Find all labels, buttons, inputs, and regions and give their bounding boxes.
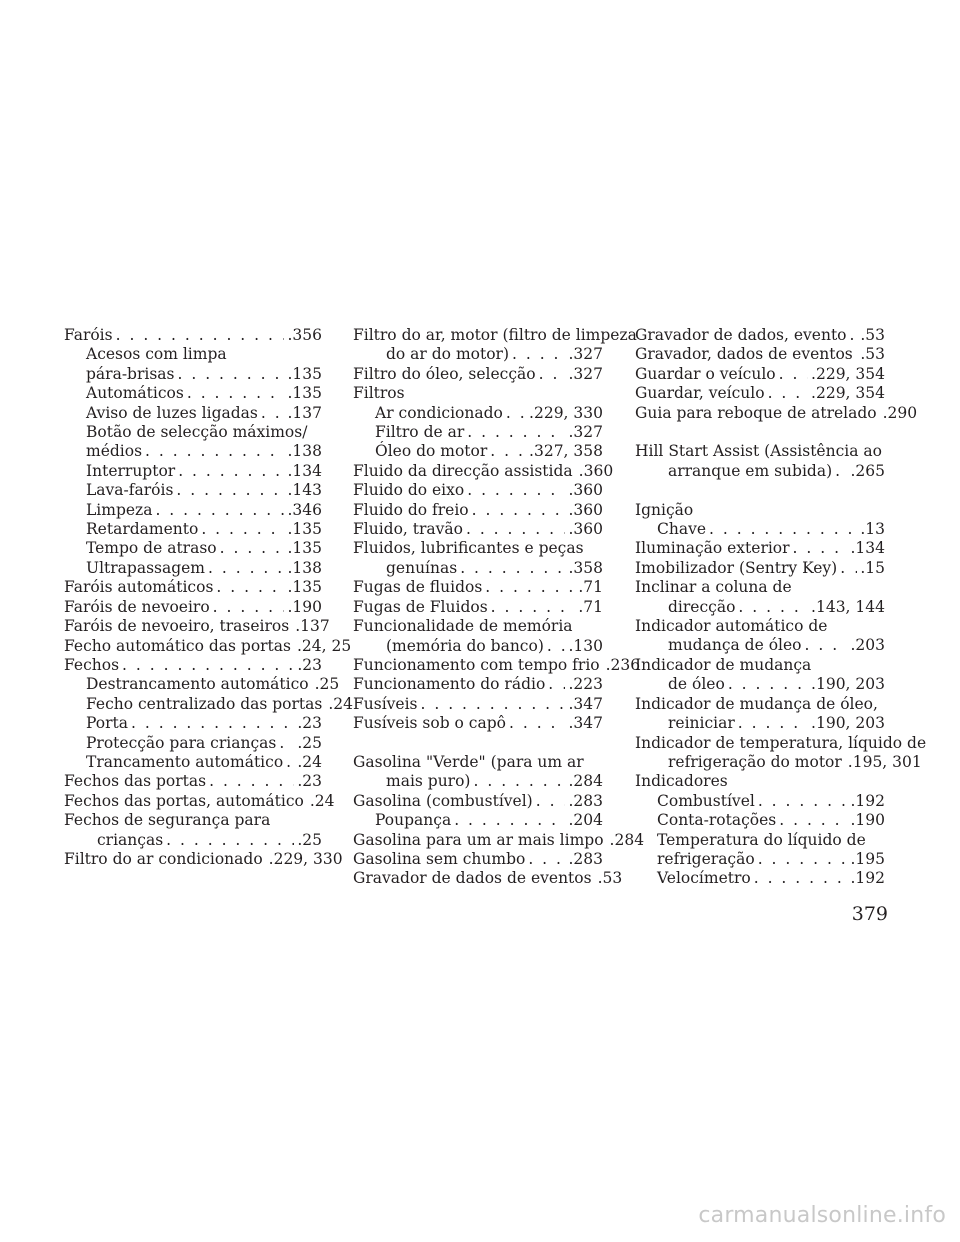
index-heading bbox=[635, 831, 885, 850]
index-entry-pages: .143, 144 bbox=[811, 597, 885, 616]
index-entry-label: Aviso de luzes ligadas bbox=[86, 403, 258, 422]
index-entry bbox=[635, 345, 885, 364]
index-heading bbox=[635, 617, 885, 636]
index-entry bbox=[64, 849, 343, 869]
index-entry bbox=[64, 772, 322, 791]
index-entry bbox=[635, 598, 885, 617]
index-entry-pages: .135 bbox=[287, 539, 322, 558]
index-entry-pages: .25 bbox=[314, 675, 340, 694]
index-entry-label: Tempo de atraso bbox=[86, 539, 217, 558]
index-entry-label: Fecho automático das portas bbox=[64, 636, 291, 655]
index-entry bbox=[64, 520, 322, 539]
index-entry bbox=[353, 675, 603, 694]
index-entry bbox=[635, 869, 885, 888]
index-entry-label: Faróis de nevoeiro bbox=[64, 597, 210, 616]
page-number: 379 bbox=[851, 903, 888, 925]
index-entry-pages: .53 bbox=[860, 345, 885, 364]
index-entry bbox=[353, 792, 603, 811]
dot-leader bbox=[178, 365, 285, 384]
index-entry-label: Gravador de dados de eventos bbox=[353, 869, 592, 888]
index-heading bbox=[635, 733, 927, 753]
index-entry bbox=[353, 559, 603, 578]
index-entry-pages: .360 bbox=[568, 500, 603, 519]
index-entry bbox=[64, 481, 322, 500]
index-entry bbox=[353, 598, 603, 617]
index-entry-label: Imobilizador (Sentry Key) bbox=[635, 558, 838, 577]
index-heading bbox=[64, 345, 322, 364]
index-entry bbox=[635, 539, 885, 558]
index-entry bbox=[353, 869, 623, 888]
index-heading-label: Indicadores bbox=[635, 772, 728, 791]
index-heading bbox=[353, 539, 603, 558]
index-entry bbox=[64, 617, 330, 636]
index-entry bbox=[353, 637, 603, 656]
index-heading-label: Funcionalidade de memória bbox=[353, 617, 573, 636]
dot-leader bbox=[216, 578, 284, 597]
index-entry-label: reiniciar bbox=[668, 714, 735, 733]
index-entry bbox=[353, 404, 603, 423]
index-heading-label: Hill Start Assist (Assistência ao bbox=[635, 442, 882, 461]
index-entry bbox=[635, 326, 885, 345]
dot-leader bbox=[536, 792, 566, 811]
index-heading-label: Ignição bbox=[635, 500, 694, 519]
index-entry-label: Chave bbox=[657, 520, 707, 539]
dot-leader bbox=[738, 714, 808, 733]
dot-leader bbox=[850, 326, 858, 345]
index-entry-label: mais puro) bbox=[386, 772, 471, 791]
index-heading-label: Botão de selecção máximos/ bbox=[86, 423, 308, 442]
index-entry-label: mudança de óleo bbox=[668, 636, 802, 655]
index-entry bbox=[64, 365, 322, 384]
index-entry-pages: .284 bbox=[609, 830, 645, 849]
index-entry-label: Fluido do freio bbox=[353, 500, 469, 519]
index-entry-pages: .236 bbox=[605, 655, 641, 674]
index-entry-label: genuínas bbox=[386, 558, 458, 577]
index-entry-pages: .347 bbox=[568, 694, 603, 713]
index-entry-label: Retardamento bbox=[86, 520, 199, 539]
index-entry-pages: .138 bbox=[287, 558, 322, 577]
dot-leader bbox=[491, 598, 576, 617]
index-entry-pages: .71 bbox=[578, 578, 603, 597]
index-entry bbox=[64, 462, 322, 481]
index-entry-label: Funcionamento com tempo frio bbox=[353, 655, 600, 674]
index-heading-label: Inclinar a coluna de bbox=[635, 578, 792, 597]
dot-leader bbox=[454, 811, 565, 830]
dot-leader bbox=[548, 675, 565, 694]
dot-leader bbox=[116, 326, 285, 345]
dot-leader bbox=[805, 636, 848, 655]
index-entry bbox=[353, 695, 603, 714]
dot-leader bbox=[758, 850, 848, 869]
dot-leader bbox=[528, 850, 565, 869]
index-entry-pages: .229, 330 bbox=[268, 849, 343, 868]
index-entry-pages: .229, 354 bbox=[811, 364, 885, 383]
index-entry-pages: .23 bbox=[297, 714, 322, 733]
index-entry-label: direcção bbox=[668, 597, 736, 616]
index-entry-label: Filtro do ar condicionado bbox=[64, 849, 263, 868]
index-gap bbox=[353, 734, 603, 753]
index-entry-pages: .135 bbox=[287, 520, 322, 539]
index-entry-pages: .15 bbox=[860, 558, 885, 577]
index-entry-label: Limpeza bbox=[86, 500, 153, 519]
index-entry-pages: .356 bbox=[287, 326, 322, 344]
index-entry-label: refrigeração bbox=[657, 849, 755, 868]
index-entry-label: Filtro do óleo, selecção bbox=[353, 364, 536, 383]
index-entry-pages: .24, 25 bbox=[296, 636, 352, 655]
index-entry-pages: .135 bbox=[287, 384, 322, 403]
index-heading bbox=[353, 753, 603, 772]
index-entry-label: Fechos das portas, automático bbox=[64, 791, 304, 810]
index-entry-label: Fluido do eixo bbox=[353, 481, 465, 500]
index-entry bbox=[353, 578, 603, 597]
index-entry-pages: .138 bbox=[287, 442, 322, 461]
dot-leader bbox=[187, 384, 285, 403]
index-entry bbox=[64, 714, 322, 733]
index-heading bbox=[353, 617, 603, 636]
index-entry-label: (memória do banco) bbox=[386, 636, 544, 655]
index-entry-pages: .229, 330 bbox=[529, 403, 603, 422]
index-entry-pages: .192 bbox=[850, 791, 885, 810]
dot-leader bbox=[754, 869, 848, 888]
index-entry bbox=[64, 442, 322, 461]
index-entry bbox=[635, 675, 885, 694]
index-entry bbox=[64, 636, 352, 656]
dot-leader bbox=[131, 714, 294, 733]
index-entry-pages: .284 bbox=[568, 772, 603, 791]
index-entry bbox=[64, 831, 322, 850]
dot-leader bbox=[547, 637, 566, 656]
index-heading bbox=[635, 656, 885, 675]
index-entry-pages: .360 bbox=[578, 461, 614, 480]
index-entry bbox=[64, 326, 322, 345]
index-entry-label: Gasolina para um ar mais limpo bbox=[353, 830, 604, 849]
index-entry-pages: .24 bbox=[309, 791, 335, 810]
dot-leader bbox=[467, 423, 565, 442]
dot-leader bbox=[512, 345, 565, 364]
index-entry bbox=[64, 578, 322, 597]
dot-leader bbox=[835, 462, 847, 481]
index-entry-label: Trancamento automático bbox=[86, 752, 284, 771]
index-entry-pages: .25 bbox=[297, 830, 322, 849]
index-heading-label: Indicador automático de bbox=[635, 617, 828, 636]
dot-leader bbox=[155, 501, 284, 520]
index-entry bbox=[353, 481, 603, 500]
index-entry-pages: .327 bbox=[568, 423, 603, 442]
index-heading-label: Indicador de mudança bbox=[635, 655, 812, 674]
index-entry-pages: .358 bbox=[568, 558, 603, 577]
index-entry-label: do ar do motor) bbox=[386, 345, 509, 364]
index-entry-label: Lava-faróis bbox=[86, 481, 174, 500]
index-gap bbox=[635, 423, 885, 442]
dot-leader bbox=[539, 365, 566, 384]
index-entry-label: Fusíveis bbox=[353, 694, 418, 713]
index-entry-label: Fugas de fluidos bbox=[353, 578, 483, 597]
index-entry bbox=[353, 501, 603, 520]
dot-leader bbox=[485, 578, 575, 597]
index-entry bbox=[635, 559, 885, 578]
dot-leader bbox=[122, 656, 294, 675]
index-entry-pages: .192 bbox=[850, 869, 885, 888]
dot-leader bbox=[738, 598, 808, 617]
index-column-3 bbox=[635, 326, 927, 889]
index-entry-label: Guia para reboque de atrelado bbox=[635, 403, 877, 422]
index-entry-label: Faróis de nevoeiro, traseiros bbox=[64, 617, 290, 636]
index-entry-pages: .229, 354 bbox=[811, 384, 885, 403]
index-entry-pages: .134 bbox=[850, 539, 885, 558]
index-heading bbox=[635, 442, 885, 461]
dot-leader bbox=[490, 442, 526, 461]
index-entry-label: Velocímetro bbox=[657, 869, 751, 888]
index-entry bbox=[353, 772, 603, 791]
index-entry-label: Ultrapassagem bbox=[86, 558, 206, 577]
index-entry-label: Gasolina (combustível) bbox=[353, 791, 533, 810]
index-entry-pages: .13 bbox=[860, 520, 885, 539]
index-entry-label: Funcionamento do rádio bbox=[353, 675, 546, 694]
dot-leader bbox=[421, 695, 566, 714]
dot-leader bbox=[279, 734, 294, 753]
index-entry-pages: .190, 203 bbox=[811, 675, 885, 694]
index-entry-pages: .283 bbox=[568, 791, 603, 810]
index-entry bbox=[635, 811, 885, 830]
index-entry-label: Gravador, dados de eventos bbox=[635, 345, 853, 364]
index-entry-pages: .283 bbox=[568, 849, 603, 868]
index-entry-label: Destrancamento automático bbox=[86, 675, 309, 694]
index-entry bbox=[635, 792, 885, 811]
index-entry bbox=[353, 714, 603, 733]
index-heading bbox=[635, 501, 885, 520]
index-entry bbox=[64, 734, 322, 753]
dot-leader bbox=[145, 442, 284, 461]
index-entry bbox=[635, 365, 885, 384]
dot-leader bbox=[840, 559, 857, 578]
index-entry bbox=[353, 365, 603, 384]
index-heading-label: Fluidos, lubrificantes e peças bbox=[353, 539, 584, 558]
index-entry-label: Óleo do motor bbox=[375, 442, 488, 461]
index-entry bbox=[64, 404, 322, 423]
index-entry-label: Iluminação exterior bbox=[635, 539, 790, 558]
dot-leader bbox=[460, 559, 565, 578]
dot-leader bbox=[220, 539, 285, 558]
index-entry-pages: .190 bbox=[287, 597, 322, 616]
index-entry-label: Fugas de Fluidos bbox=[353, 597, 488, 616]
dot-leader bbox=[473, 772, 565, 791]
index-entry-pages: .135 bbox=[287, 364, 322, 383]
index-entry bbox=[353, 655, 641, 675]
index-heading bbox=[353, 384, 603, 403]
index-entry bbox=[353, 442, 603, 461]
index-entry-pages: .204 bbox=[568, 811, 603, 830]
index-entry-label: Fluido, travão bbox=[353, 520, 463, 539]
index-entry-pages: .223 bbox=[568, 675, 603, 694]
dot-leader bbox=[178, 462, 284, 481]
index-entry bbox=[64, 694, 354, 714]
index-entry bbox=[353, 830, 645, 850]
dot-leader bbox=[209, 772, 294, 791]
index-heading-label: Fechos de segurança para bbox=[64, 811, 271, 830]
index-entry bbox=[635, 520, 885, 539]
index-entry-label: Porta bbox=[86, 714, 129, 733]
index-entry-label: Gasolina sem chumbo bbox=[353, 849, 526, 868]
index-entry bbox=[353, 423, 603, 442]
dot-leader bbox=[466, 520, 566, 539]
index-entry-pages: .360 bbox=[568, 520, 603, 539]
dot-leader bbox=[728, 675, 808, 694]
index-entry bbox=[635, 384, 885, 403]
dot-leader bbox=[709, 520, 857, 539]
index-entry-pages: .135 bbox=[287, 578, 322, 597]
index-entry-pages: .24 bbox=[297, 752, 322, 771]
index-entry bbox=[64, 598, 322, 617]
index-column-1 bbox=[64, 326, 354, 869]
index-entry-pages: .203 bbox=[850, 636, 885, 655]
index-entry-pages: .195, 301 bbox=[847, 752, 922, 771]
index-gap bbox=[635, 481, 885, 500]
index-entry-pages: .265 bbox=[850, 461, 885, 480]
index-entry bbox=[353, 461, 614, 481]
index-entry-pages: .327 bbox=[568, 345, 603, 364]
index-entry-label: crianças bbox=[97, 830, 164, 849]
index-entry-label: Fecho centralizado das portas bbox=[86, 694, 323, 713]
index-entry bbox=[635, 850, 885, 869]
index-entry-pages: .137 bbox=[295, 617, 330, 636]
index-entry bbox=[64, 384, 322, 403]
dot-leader bbox=[166, 831, 294, 850]
index-entry bbox=[64, 559, 322, 578]
index-entry-pages: .53 bbox=[597, 869, 623, 888]
index-heading-label: Filtro do ar, motor (filtro de limpeza bbox=[353, 326, 637, 344]
index-entry-pages: .327, 358 bbox=[529, 442, 603, 461]
dot-leader bbox=[472, 501, 566, 520]
index-entry-pages: .23 bbox=[297, 655, 322, 674]
index-entry bbox=[635, 462, 885, 481]
index-entry-label: Protecção para crianças bbox=[86, 733, 277, 752]
index-entry-pages: .327 bbox=[568, 364, 603, 383]
dot-leader bbox=[176, 481, 284, 500]
index-entry-pages: .23 bbox=[297, 772, 322, 791]
index-entry-label: pára-brisas bbox=[86, 364, 175, 383]
dot-leader bbox=[467, 481, 565, 500]
index-entry-label: de óleo bbox=[668, 675, 725, 694]
index-entry-label: Guardar o veículo bbox=[635, 364, 776, 383]
index-entry bbox=[64, 791, 335, 811]
index-entry bbox=[64, 656, 322, 675]
index-entry-pages: .143 bbox=[287, 481, 322, 500]
index-entry bbox=[64, 539, 322, 558]
index-entry-label: Fechos bbox=[64, 655, 120, 674]
dot-leader bbox=[509, 714, 565, 733]
index-heading-label: Temperatura do líquido de bbox=[657, 830, 866, 849]
index-heading bbox=[353, 326, 637, 345]
index-entry-pages: .190, 203 bbox=[811, 714, 885, 733]
index-entry-pages: .360 bbox=[568, 481, 603, 500]
dot-leader bbox=[779, 365, 808, 384]
index-entry-pages: .290 bbox=[882, 403, 918, 422]
index-entry-label: Filtro de ar bbox=[375, 423, 465, 442]
index-heading-label: Acesos com limpa bbox=[86, 345, 227, 364]
index-heading bbox=[635, 695, 885, 714]
index-entry bbox=[353, 850, 603, 869]
index-entry bbox=[64, 675, 340, 694]
dot-leader bbox=[201, 520, 284, 539]
index-heading-label: Indicador de mudança de óleo, bbox=[635, 694, 878, 713]
index-entry-pages: .347 bbox=[568, 714, 603, 733]
index-entry-pages: .71 bbox=[578, 597, 603, 616]
index-entry-label: Interruptor bbox=[86, 461, 176, 480]
index-entry-label: Faróis bbox=[64, 326, 113, 344]
index-entry bbox=[64, 753, 322, 772]
dot-leader bbox=[758, 792, 848, 811]
index-entry bbox=[635, 752, 922, 772]
index-entry bbox=[353, 345, 603, 364]
index-entry-label: refrigeração do motor bbox=[668, 752, 842, 771]
index-entry-label: Fechos das portas bbox=[64, 772, 207, 791]
index-heading-label: Gasolina "Verde" (para um ar bbox=[353, 752, 584, 771]
index-entry-pages: .346 bbox=[287, 500, 322, 519]
dot-leader bbox=[793, 539, 848, 558]
watermark: carmanualsonline.info bbox=[698, 1203, 946, 1228]
index-entry-label: Automáticos bbox=[86, 384, 184, 403]
dot-leader bbox=[768, 384, 808, 403]
dot-leader bbox=[286, 753, 294, 772]
dot-leader bbox=[213, 598, 285, 617]
dot-leader bbox=[208, 559, 284, 578]
dot-leader bbox=[779, 811, 847, 830]
index-entry-pages: .24 bbox=[328, 694, 354, 713]
index-heading-label: Indicador de temperatura, líquido de bbox=[635, 733, 927, 752]
index-entry-label: Ar condicionado bbox=[375, 403, 503, 422]
index-entry-label: Guardar, veículo bbox=[635, 384, 765, 403]
index-heading bbox=[64, 423, 322, 442]
index-entry-pages: .53 bbox=[860, 326, 885, 344]
index-entry-pages: .137 bbox=[287, 403, 322, 422]
index-entry-label: médios bbox=[86, 442, 143, 461]
dot-leader bbox=[506, 404, 526, 423]
index-entry-pages: .25 bbox=[297, 733, 322, 752]
index-column-2 bbox=[353, 326, 645, 889]
index-entry-label: Fusíveis sob o capô bbox=[353, 714, 506, 733]
index-entry-pages: .195 bbox=[850, 849, 885, 868]
index-entry bbox=[353, 520, 603, 539]
index-entry bbox=[64, 501, 322, 520]
index-entry-label: Combustível bbox=[657, 791, 755, 810]
index-entry bbox=[635, 714, 885, 733]
index-heading bbox=[635, 578, 885, 597]
index-entry bbox=[635, 636, 885, 655]
index-entry-label: Fluido da direcção assistida bbox=[353, 461, 573, 480]
index-entry-pages: .190 bbox=[850, 811, 885, 830]
index-entry-label: Gravador de dados, evento bbox=[635, 326, 847, 344]
index-entry-label: arranque em subida) bbox=[668, 461, 833, 480]
index-entry-label: Faróis automáticos bbox=[64, 578, 214, 597]
index-entry-pages: .134 bbox=[287, 461, 322, 480]
index-heading bbox=[64, 811, 322, 830]
index-entry-pages: .130 bbox=[568, 636, 603, 655]
index-entry-label: Poupança bbox=[375, 811, 452, 830]
index-heading-label: Filtros bbox=[353, 384, 405, 403]
index-entry-label: Conta-rotações bbox=[657, 811, 777, 830]
dot-leader bbox=[261, 404, 285, 423]
index-entry bbox=[353, 811, 603, 830]
index-entry bbox=[635, 403, 918, 423]
index-heading bbox=[635, 772, 885, 791]
dot-leader bbox=[856, 345, 858, 364]
